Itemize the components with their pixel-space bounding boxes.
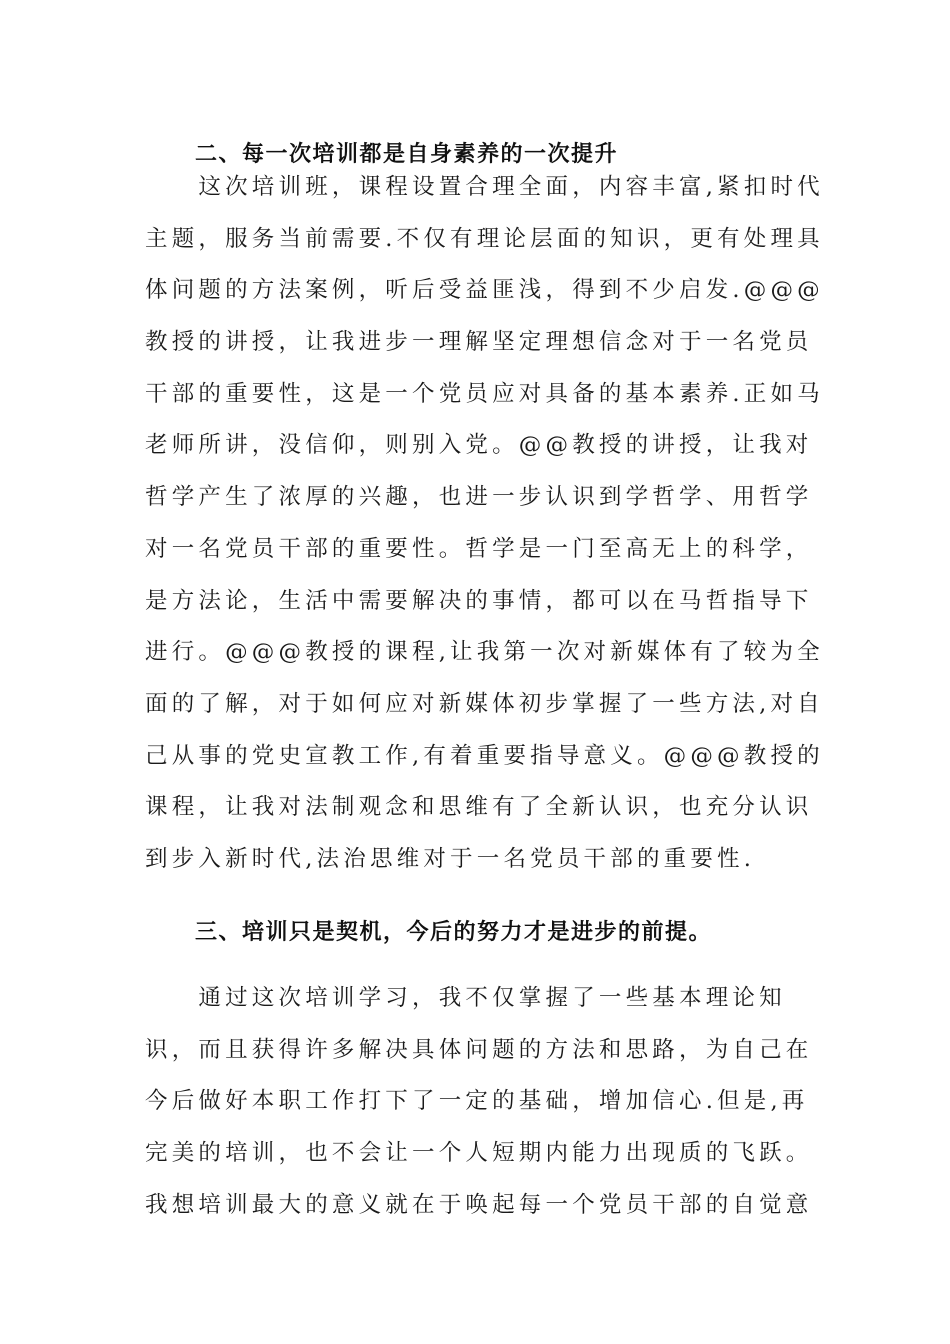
section-3-paragraph xyxy=(145,973,813,1231)
paragraph-line: 是方法论，生活中需要解决的事情，都可以在马哲指导下 xyxy=(145,587,813,614)
paragraph-line: 完美的培训，也不会让一个人短期内能力出现质的飞跃。 xyxy=(145,1140,813,1167)
paragraph-line: 哲学产生了浓厚的兴趣，也进一步认识到学哲学、用哲学 xyxy=(145,484,813,511)
section-2-heading: 二、每一次培训都是自身素养的一次提升 xyxy=(195,142,619,167)
paragraph-line: 这次培训班，课程设置合理全面，内容丰富,紧扣时代 xyxy=(145,174,824,200)
paragraph-line: 课程，让我对法制观念和思维有了全新认识，也充分认识 xyxy=(145,794,813,821)
paragraph-line: 教授的讲授，让我进步一理解坚定理想信念对于一名党员 xyxy=(145,329,813,356)
paragraph-line: 对一名党员干部的重要性。哲学是一门至高无上的科学， xyxy=(145,535,813,562)
paragraph-line: 我想培训最大的意义就在于唤起每一个党员干部的自觉意 xyxy=(145,1191,813,1218)
paragraph-line: 到步入新时代,法治思维对于一名党员干部的重要性. xyxy=(145,845,756,872)
paragraph-line: 主题，服务当前需要.不仅有理论层面的知识，更有处理具 xyxy=(145,225,824,252)
paragraph-line: 老师所讲，没信仰，则别入党。@@教授的讲授，让我对 xyxy=(145,432,813,459)
paragraph-line: 通过这次培训学习，我不仅掌握了一些基本理论知 xyxy=(145,985,786,1011)
section-3-heading: 三、培训只是契机，今后的努力才是进步的前提。 xyxy=(195,920,713,945)
paragraph-line: 识，而且获得许多解决具体问题的方法和思路，为自己在 xyxy=(145,1036,813,1063)
paragraph-line: 体问题的方法案例，听后受益匪浅，得到不少启发.@@@ xyxy=(145,277,824,304)
paragraph-line: 今后做好本职工作打下了一定的基础，增加信心.但是,再 xyxy=(145,1088,809,1115)
paragraph-line: 进行。@@@教授的课程,让我第一次对新媒体有了较为全 xyxy=(145,639,824,666)
paragraph-line: 干部的重要性，这是一个党员应对具备的基本素养.正如马 xyxy=(145,380,824,407)
paragraph-line: 己从事的党史宣教工作,有着重要指导意义。@@@教授的 xyxy=(145,742,824,769)
section-2-paragraph xyxy=(145,162,824,886)
paragraph-line: 面的了解，对于如何应对新媒体初步掌握了一些方法,对自 xyxy=(145,690,824,717)
